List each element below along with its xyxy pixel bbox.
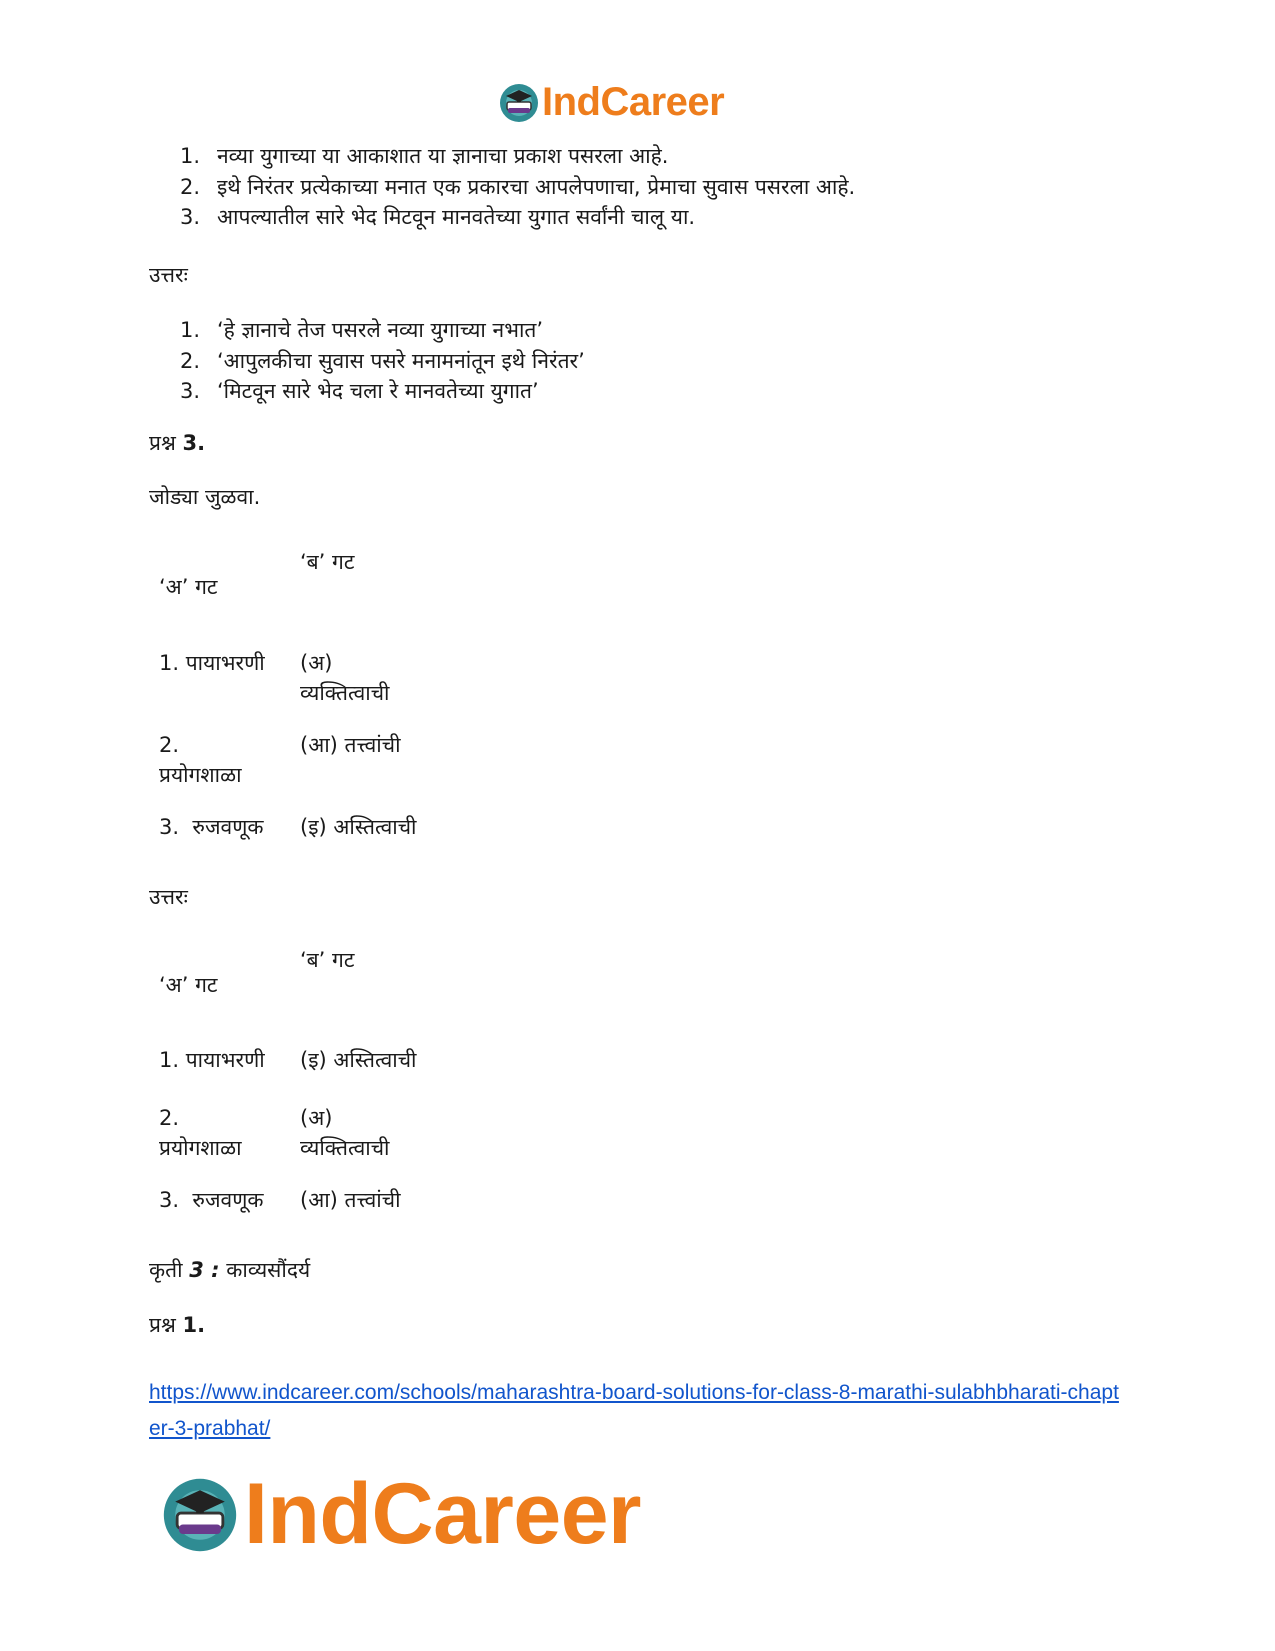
question-heading: प्रश्न 3. (149, 431, 206, 455)
list-item: 3. आपल्यातील सारे भेद मिटवून मानवतेच्या युगात सर्वांनी चालू या. (180, 205, 696, 229)
list-item: 2. ‘आपुलकीचा सुवास पसरे मनामनांतून इथे निरंतर’ (180, 348, 585, 373)
list-item: 3. ‘मिटवून सारे भेद चला रे मानवतेच्या युगात’ (180, 379, 539, 403)
table-cell: (इ) अस्तित्वाची (300, 815, 417, 839)
graduation-book-icon (160, 1475, 240, 1555)
table-cell: (इ) अस्तित्वाची (300, 1048, 417, 1072)
col-header-a: ‘अ’ गट (159, 973, 218, 997)
list-item: 2. इथे निरंतर प्रत्येकाच्या मनात एक प्रकारचा आपलेपणाचा, प्रेमाचा सुवास पसरला आहे. (180, 174, 856, 199)
answer-list (180, 315, 585, 407)
logo-text: IndCareer (542, 80, 725, 124)
logo-text: IndCareer (244, 1466, 641, 1562)
list-item: 1. ‘हे ज्ञानाचे तेज पसरले नव्या युगाच्या नभात’ (180, 318, 544, 342)
table-cell: 2. प्रयोगशाळा (159, 733, 242, 787)
header-logo[interactable] (498, 80, 724, 125)
question-options-list (180, 141, 855, 233)
table-cell: 1. पायाभरणी (159, 1048, 265, 1072)
col-header-a: ‘अ’ गट (159, 575, 218, 599)
graduation-book-icon (498, 82, 540, 124)
table-cell: 3. रुजवणूक (159, 815, 264, 839)
col-header-b: ‘ब’ गट (300, 948, 355, 972)
table-cell: 3. रुजवणूक (159, 1188, 264, 1212)
table-cell: (अ) व्यक्तित्वाची (300, 651, 390, 705)
answer-label: उत्तरः (149, 885, 188, 909)
answer-label: उत्तरः (149, 263, 188, 287)
table-cell: (आ) तत्त्वांची (300, 733, 401, 757)
col-header-b: ‘ब’ गट (300, 550, 355, 574)
table-cell: (अ) व्यक्तित्वाची (300, 1106, 390, 1160)
list-item: 1. नव्या युगाच्या या आकाशात या ज्ञानाचा प्रकाश पसरला आहे. (180, 144, 669, 168)
table-cell: (आ) तत्त्वांची (300, 1188, 401, 1212)
source-link[interactable]: https://www.indcareer.com/schools/maharashtra-board-solutions-for-class-8-marathi-sulabhbharati-chapter-3-prabhat/ (149, 1381, 1119, 1440)
table-cell: 2. प्रयोगशाळा (159, 1106, 242, 1160)
instruction: जोड्या जुळवा. (149, 485, 261, 509)
footer-logo[interactable] (160, 1465, 641, 1564)
section-heading: कृती 3 : काव्यसौंदर्य (149, 1258, 311, 1282)
question-heading: प्रश्न 1. (149, 1313, 206, 1337)
table-cell: 1. पायाभरणी (159, 651, 265, 675)
